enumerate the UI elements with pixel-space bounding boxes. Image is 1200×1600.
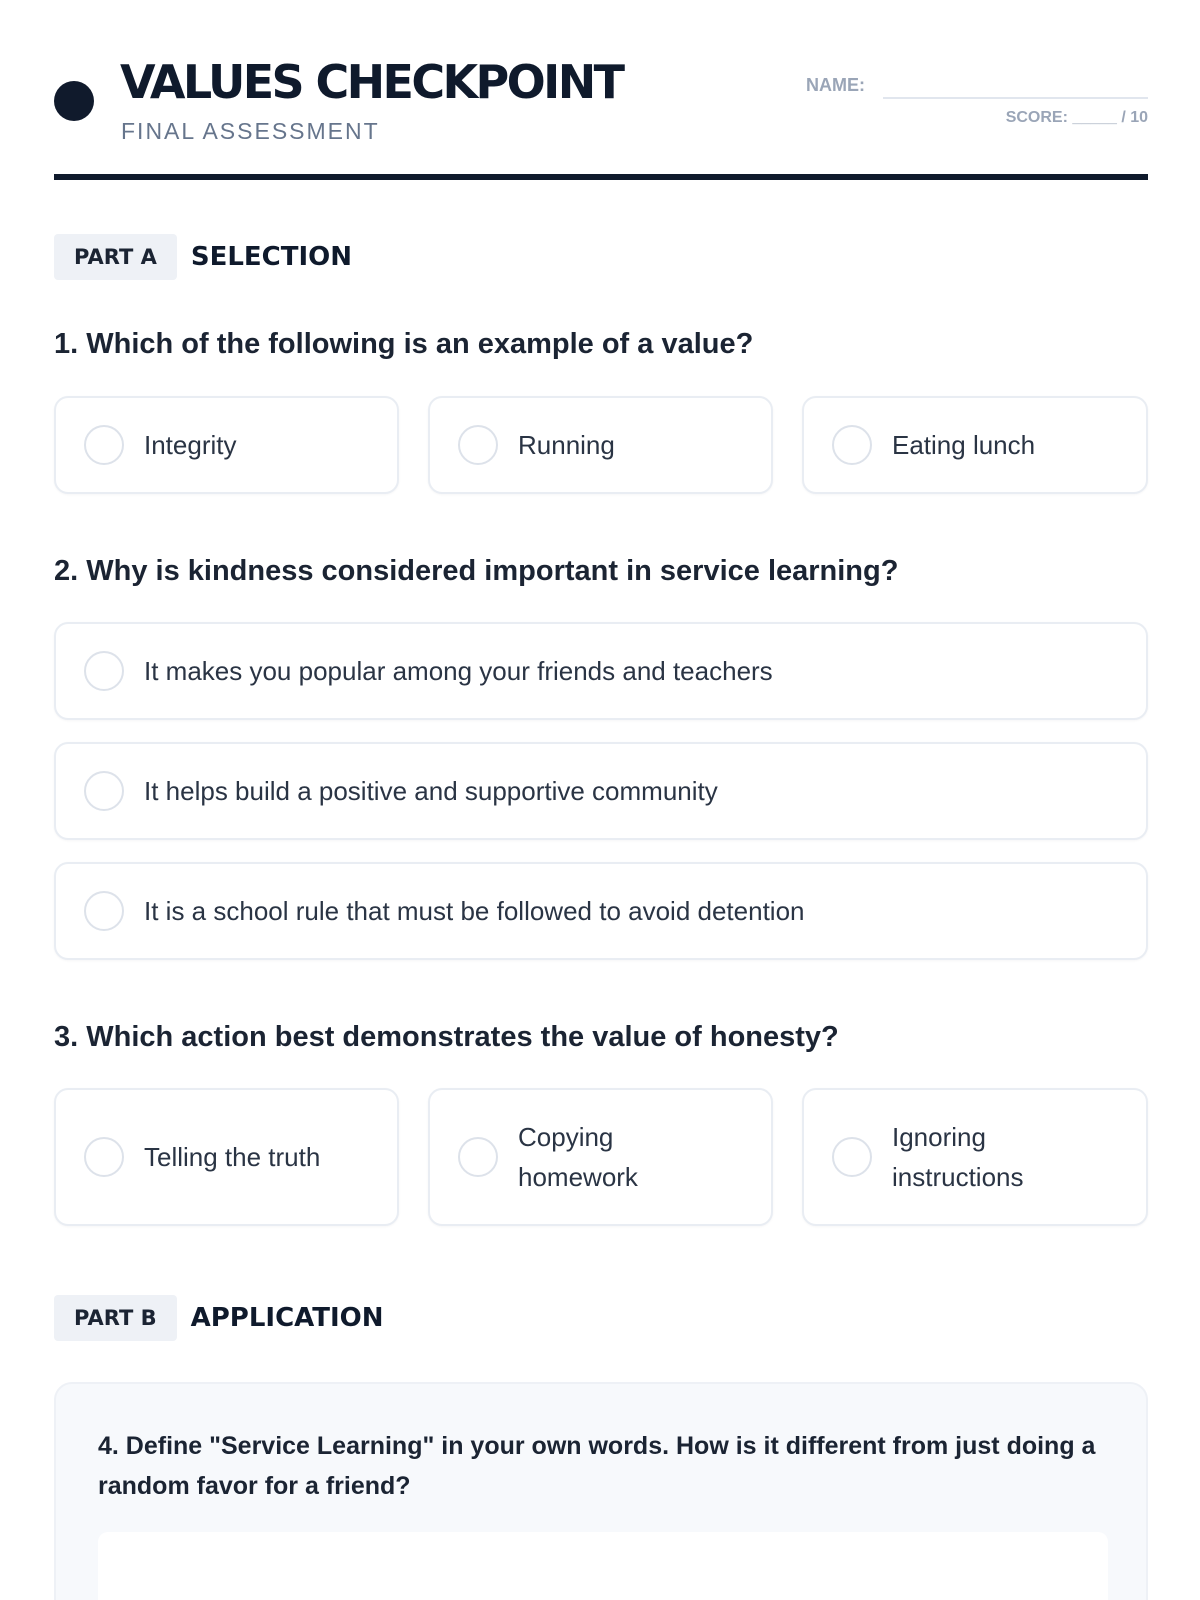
- question-4-text: 4. Define "Service Learning" in your own words. How is it different from just doing a random favor for a friend?: [98, 1432, 1096, 1500]
- name-label: NAME:: [806, 75, 865, 95]
- answer-option[interactable]: [54, 622, 1148, 720]
- answer-textarea[interactable]: [98, 1532, 1108, 1600]
- worksheet-page: [54, 0, 1148, 1600]
- question-1-text: 1. Which of the following is an example of a value?: [54, 328, 754, 360]
- radio-circle-icon[interactable]: [84, 891, 124, 931]
- section-title: SELECTION: [190, 242, 353, 272]
- name-field[interactable]: [883, 97, 1148, 99]
- answer-option-label: It makes you popular among your friends and teachers: [144, 656, 773, 686]
- radio-circle-icon[interactable]: [84, 771, 124, 811]
- answer-option-label: Integrity: [144, 430, 237, 460]
- answer-option-label: Telling the truth: [144, 1142, 321, 1172]
- answer-option[interactable]: [802, 396, 1148, 494]
- radio-circle-icon[interactable]: [458, 425, 498, 465]
- worksheet-header: [54, 0, 1148, 182]
- answer-option[interactable]: [54, 742, 1148, 840]
- score-field: SCORE: _____ / 10: [1005, 109, 1148, 126]
- section-title: APPLICATION: [190, 1303, 384, 1333]
- question-3-text: 3. Which action best demonstrates the value of honesty?: [54, 1021, 839, 1053]
- answer-option[interactable]: [428, 1088, 773, 1226]
- radio-circle-icon[interactable]: [84, 1137, 124, 1177]
- answer-option-label: Copying homework: [518, 1122, 638, 1192]
- answer-option[interactable]: [54, 396, 399, 494]
- page-subtitle: FINAL ASSESSMENT: [121, 118, 380, 144]
- radio-circle-icon[interactable]: [832, 1137, 872, 1177]
- section-header-part-b: [54, 1295, 384, 1341]
- answer-option[interactable]: [54, 1088, 399, 1226]
- radio-circle-icon[interactable]: [84, 651, 124, 691]
- radio-circle-icon[interactable]: [458, 1137, 498, 1177]
- radio-circle-icon[interactable]: [832, 425, 872, 465]
- bullet-dot-icon: [54, 81, 94, 121]
- question-4-card: [54, 1382, 1148, 1600]
- section-header-part-a: [54, 234, 352, 280]
- answer-option-label: Running: [518, 430, 615, 460]
- answer-option[interactable]: [802, 1088, 1148, 1226]
- page-title: VALUES CHECKPOINT: [120, 55, 623, 109]
- radio-circle-icon[interactable]: [84, 425, 124, 465]
- answer-option-label: Ignoring instructions: [892, 1122, 1024, 1192]
- question-2-text: 2. Why is kindness considered important in service learning?: [54, 555, 899, 587]
- answer-option[interactable]: [428, 396, 773, 494]
- header-divider: [54, 174, 1148, 180]
- answer-option-label: Eating lunch: [892, 430, 1036, 460]
- section-tag: PART A: [54, 234, 177, 280]
- answer-option-label: It is a school rule that must be followed to avoid detention: [144, 896, 805, 926]
- section-tag: PART B: [54, 1295, 177, 1341]
- answer-option[interactable]: [54, 862, 1148, 960]
- answer-option-label: It helps build a positive and supportive community: [144, 776, 718, 806]
